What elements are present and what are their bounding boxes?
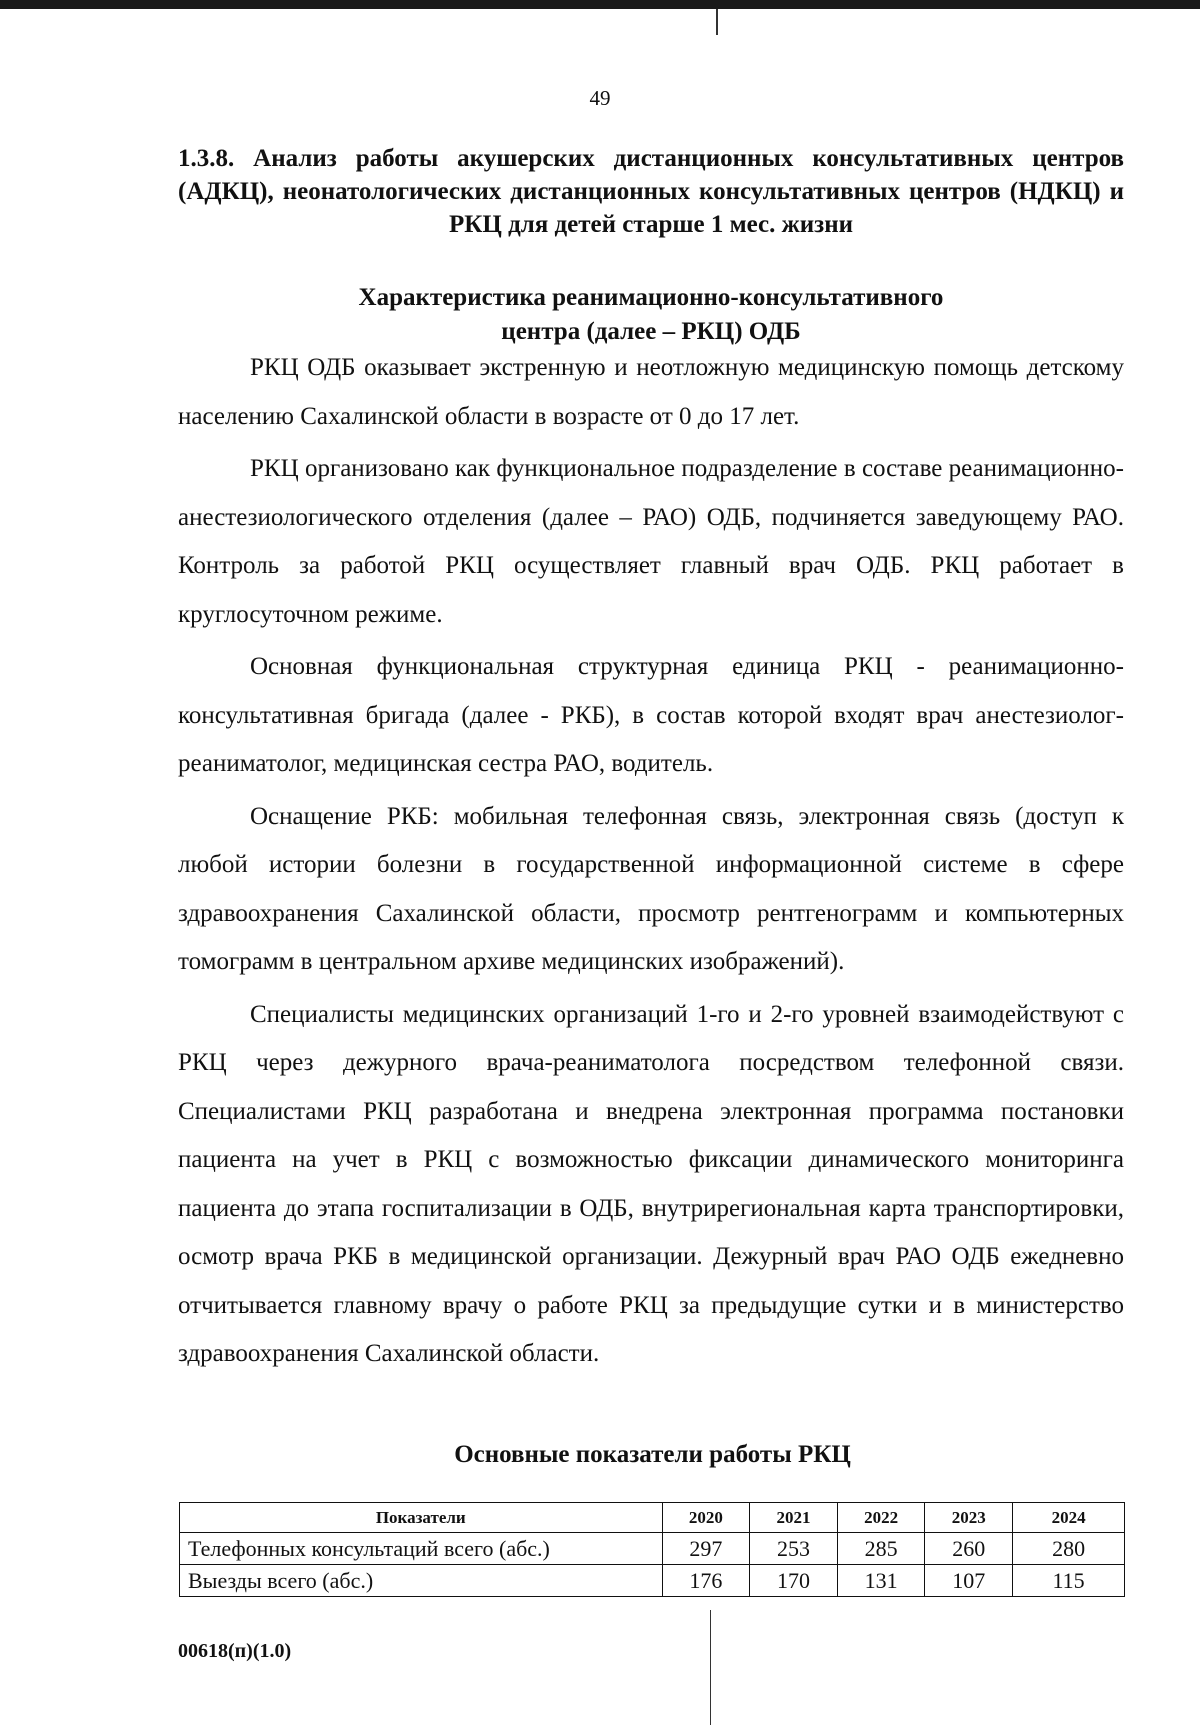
table-header-cell: 2021: [750, 1503, 838, 1533]
table-cell: 297: [662, 1533, 750, 1565]
table-cell: 253: [750, 1533, 838, 1565]
paragraph: Специалисты медицинских организаций 1-го и 2-го уровней взаимодействуют с РКЦ через дежурного врача-реаниматолога посредством телефонной связи. Специалистами РКЦ разработана и внедрена электронная программа постановки пациента на учет в РКЦ с возможностью фиксации динамического мониторинга пациента до этапа госпитализации в ОДБ, внутрирегиональная карта транспортировки, осмотр врача РКБ в медицинской организации. Дежурный врач РАО ОДБ ежедневно отчитывается главному врачу о работе РКЦ за предыдущие сутки и в министерство здравоохранения Сахалинской области.: [178, 1000, 1124, 1367]
paragraph: РКЦ организовано как функциональное подразделение в составе реанимационно-анестезиологического отделения (далее – РАО) ОДБ, подчиняется заведующему РАО. Контроль за работой РКЦ осуществляет главный врач ОДБ. РКЦ работает в круглосуточном режиме.: [178, 455, 1124, 628]
document-code: 00618(п)(1.0): [178, 1640, 292, 1662]
table-title: Основные показатели работы РКЦ: [454, 1441, 851, 1468]
table-header-cell: Показатели: [180, 1503, 663, 1533]
table-header-cell: 2020: [662, 1503, 750, 1533]
body-text: [178, 344, 1124, 1383]
page-number: 49: [589, 86, 611, 110]
table-cell: Выезды всего (абс.): [180, 1565, 663, 1597]
subheading-line: центра (далее – РКЦ) ОДБ: [501, 318, 801, 345]
section-heading: 1.3.8. Анализ работы акушерских дистанционных консультативных центров (АДКЦ), неонатологических дистанционных консультативных центров (НДКЦ) и РКЦ для детей старше 1 мес. жизни: [178, 145, 1124, 238]
table-cell: 285: [837, 1533, 925, 1565]
table-header-cell: 2022: [837, 1503, 925, 1533]
table-header-cell: 2023: [925, 1503, 1013, 1533]
indicators-table: [179, 1502, 1125, 1597]
table-row: [180, 1565, 1125, 1597]
table-cell: 280: [1013, 1533, 1125, 1565]
scan-edge-bar: [0, 0, 1200, 9]
table-row: [180, 1533, 1125, 1565]
table-cell: 107: [925, 1565, 1013, 1597]
scan-mark: [716, 9, 718, 35]
table-header-cell: 2024: [1013, 1503, 1125, 1533]
table-cell: 170: [750, 1565, 838, 1597]
table-cell: Телефонных консультаций всего (абс.): [180, 1533, 663, 1565]
scan-mark: [710, 1610, 711, 1725]
table-header-row: [180, 1503, 1125, 1533]
paragraph: Основная функциональная структурная единица РКЦ - реанимационно-консультативная бригада (далее - РКБ), в состав которой входят врач анестезиолог-реаниматолог, медицинская сестра РАО, водитель.: [178, 653, 1124, 777]
paragraph: РКЦ ОДБ оказывает экстренную и неотложную медицинскую помощь детскому населению Сахалинской области в возрасте от 0 до 17 лет.: [178, 354, 1124, 430]
table-cell: 115: [1013, 1565, 1125, 1597]
table-cell: 176: [662, 1565, 750, 1597]
subheading-line: Характеристика реанимационно-консультативного: [358, 284, 944, 311]
table-cell: 260: [925, 1533, 1013, 1565]
paragraph: Оснащение РКБ: мобильная телефонная связь, электронная связь (доступ к любой истории болезни в государственной информационной системе в сфере здравоохранения Сахалинской области, просмотр рентгенограмм и компьютерных томограмм в центральном архиве медицинских изображений).: [178, 802, 1124, 975]
table-cell: 131: [837, 1565, 925, 1597]
section-subheading: [178, 281, 1124, 349]
